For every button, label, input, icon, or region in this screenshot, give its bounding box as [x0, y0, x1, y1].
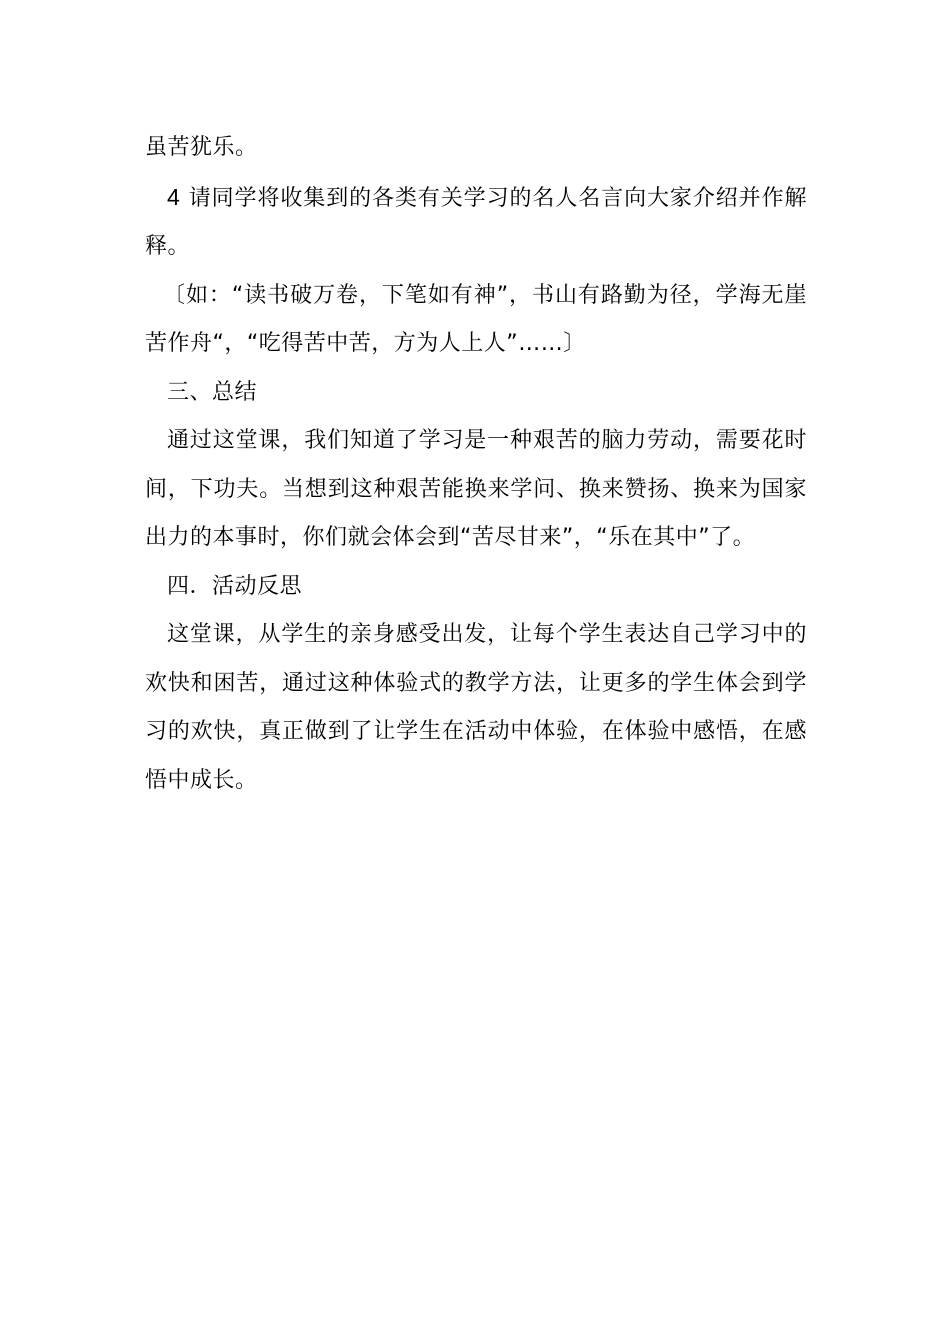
- document-body: [145, 124, 807, 805]
- item-number: 4: [167, 183, 181, 210]
- paragraph-continuation: 虽苦犹乐。: [145, 135, 258, 160]
- paragraph-item-4: [145, 173, 807, 272]
- paragraph-summary: 通过这堂课，我们知道了学习是一种艰苦的脑力劳动，需要花时间，下功夫。当想到这种艰苦能换来学问、换来赞扬、换来为国家出力的本事时，你们就会体会到“苦尽甘来”，“乐在其中”了。: [145, 428, 807, 550]
- section-heading-summary: 三、总结: [167, 379, 258, 405]
- item-text: 请同学将收集到的各类有关学习的名人名言向大家介绍并作解释。: [145, 185, 807, 259]
- section-heading-reflection: 四．活动反思: [167, 573, 303, 599]
- paragraph-reflection: 这堂课，从学生的亲身感受出发，让每个学生表达自己学习中的欢快和困苦，通过这种体验式的教学方法，让更多的学生体会到学习的欢快，真正做到了让学生在活动中体验，在体验中感悟，在感悟中成长。: [145, 622, 807, 793]
- paragraph-quotes: 〔如：“读书破万卷，下笔如有神”，书山有路勤为径，学海无崖苦作舟“，“吃得苦中苦，方为人上人”……〕: [145, 282, 807, 356]
